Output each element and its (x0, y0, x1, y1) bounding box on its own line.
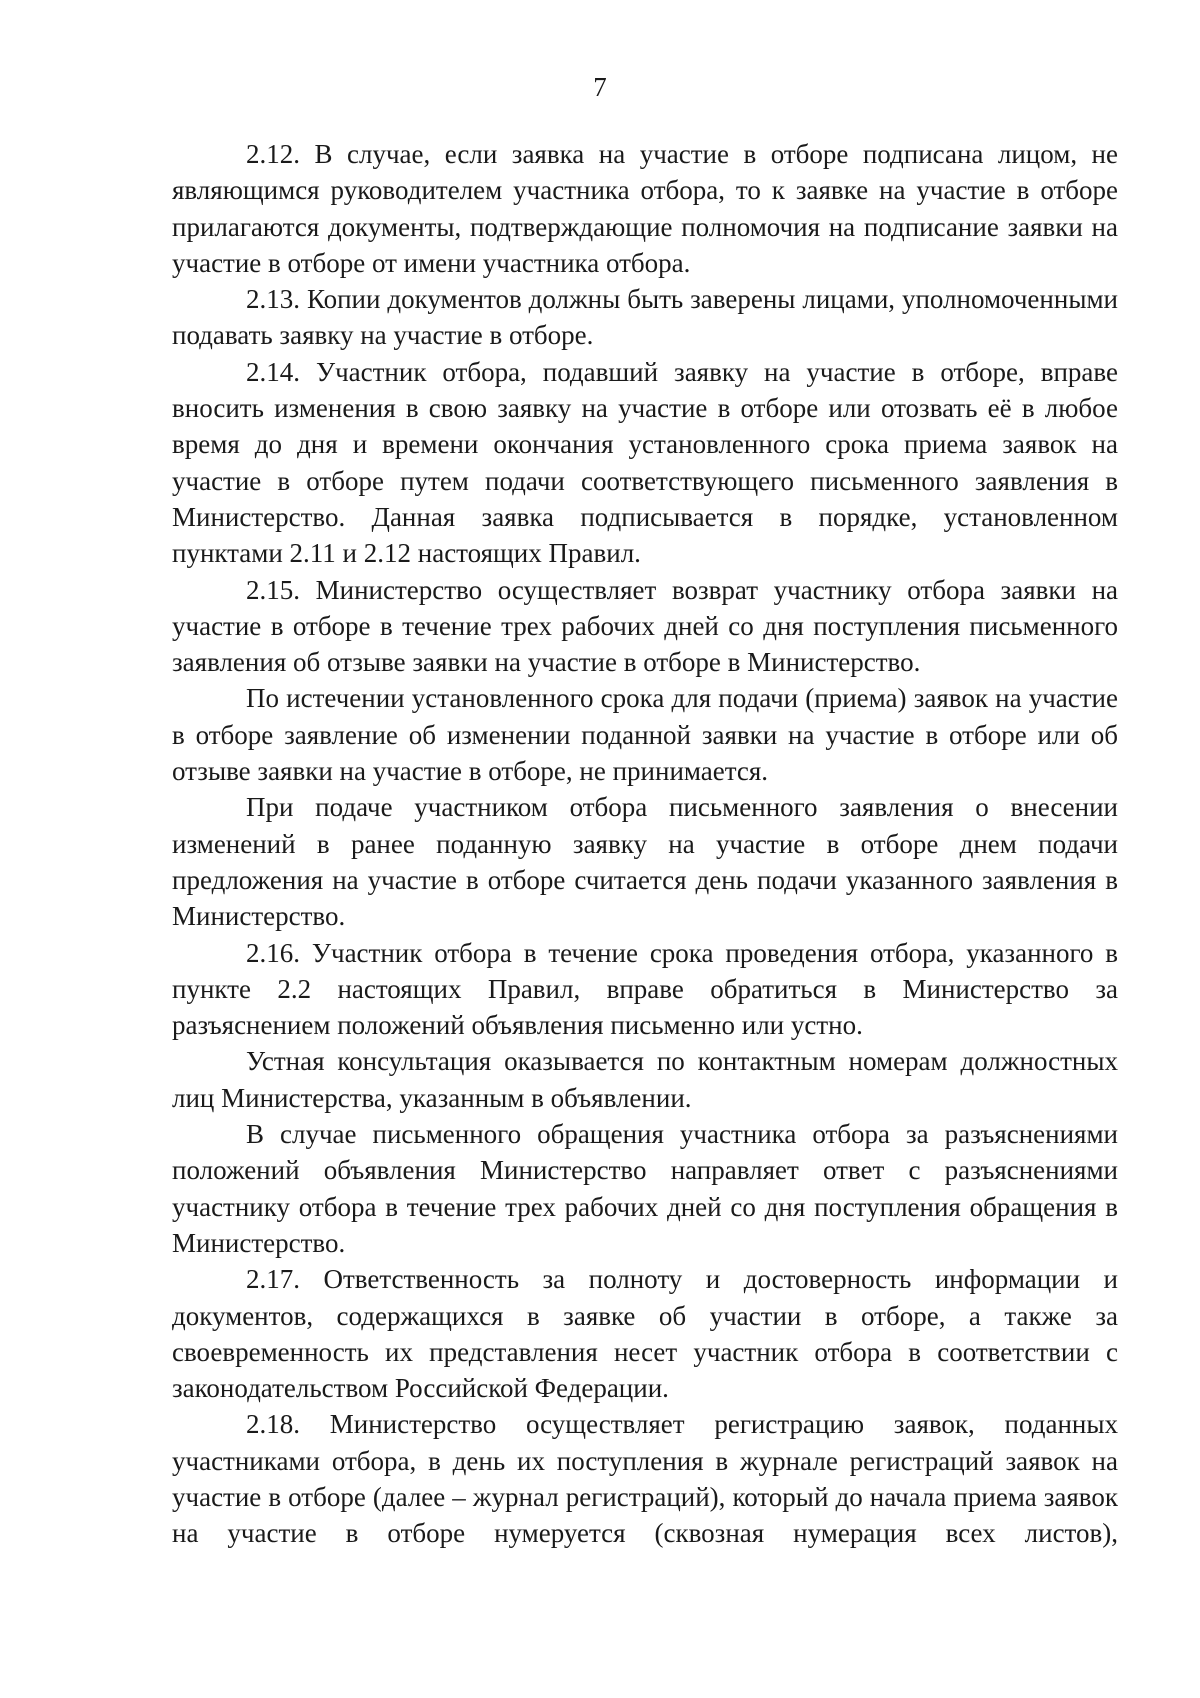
paragraph-deadline-expiry: По истечении установленного срока для подачи (приема) заявок на участие в отборе заявление об изменении поданной заявки на участие в отборе или об отзыве заявки на участие в отборе, не принимается. (172, 683, 1118, 787)
paragraph-2-14: 2.14. Участник отбора, подавший заявку на участие в отборе, вправе вносить изменения в свою заявку на участие в отборе или отозвать её в любое время до дня и времени окончания установленного срока приема заявок на участие в отборе путем подачи соответствующего письменного заявления в Министерство. Данная заявка подписывается в порядке, установленном пунктами 2.11 и 2.12 настоящих Правил. (172, 356, 1118, 569)
paragraph-2-13: 2.13. Копии документов должны быть заверены лицами, уполномоченными подавать заявку на участие в отборе. (172, 284, 1118, 351)
paragraph-2-17: 2.17. Ответственность за полноту и достоверность информации и документов, содержащихся в заявке об участии в отборе, а также за своевременность их представления несет участник отбора в соответствии с законодательством Российской Федерации. (172, 1264, 1118, 1404)
paragraph-written-request: В случае письменного обращения участника отбора за разъяснениями положений объявления Министерство направляет ответ с разъяснениями участнику отбора в течение трех рабочих дней со дня поступления обращения в Министерство. (172, 1119, 1118, 1258)
page-number: 7 (593, 72, 607, 102)
paragraph-2-18: 2.18. Министерство осуществляет регистрацию заявок, поданных участниками отбора, в день их поступления в журнале регистраций заявок на участие в отборе (далее – журнал регистраций), который до начала приема заявок на участие в отборе нумеруется (сквозная нумерация всех листов), (172, 1409, 1118, 1549)
paragraph-2-16: 2.16. Участник отбора в течение срока проведения отбора, указанного в пункте 2.2 настоящих Правил, вправе обратиться в Министерство за разъяснением положений объявления письменно или устно. (172, 937, 1118, 1041)
paragraph-2-15: 2.15. Министерство осуществляет возврат участнику отбора заявки на участие в отборе в течение трех рабочих дней со дня поступления письменного заявления об отзыве заявки на участие в отборе в Министерство. (172, 574, 1118, 678)
paragraph-oral-consultation: Устная консультация оказывается по контактным номерам должностных лиц Министерства, указанным в объявлении. (172, 1046, 1118, 1113)
paragraph-2-12: 2.12. В случае, если заявка на участие в отборе подписана лицом, не являющимся руководителем участника отбора, то к заявке на участие в отборе прилагаются документы, подтверждающие полномочия на подписание заявки на участие в отборе от имени участника отбора. (172, 139, 1118, 278)
paragraph-change-submission: При подаче участником отбора письменного заявления о внесении изменений в ранее поданную заявку на участие в отборе днем подачи предложения на участие в отборе считается день подачи указанного заявления в Министерство. (172, 792, 1118, 932)
document-body (172, 136, 1118, 1552)
